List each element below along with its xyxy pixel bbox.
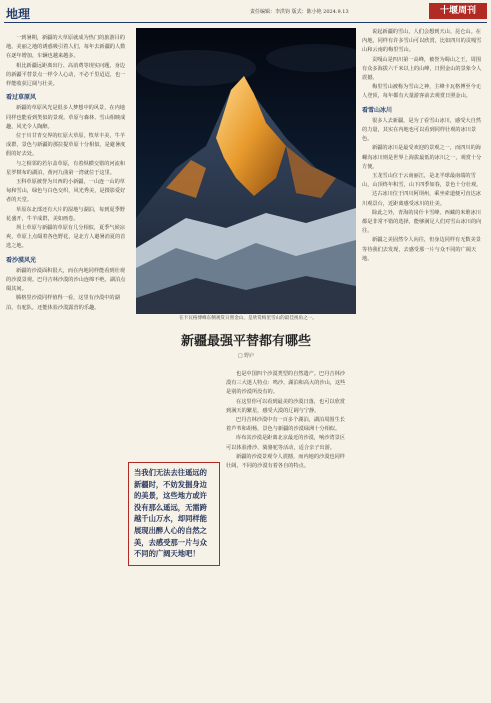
- paragraph: 除此之外，青海的岗什卡雪峰、西藏的米堆冰川都是非常不错的选择，能够满足人们对雪山冰川的向往。: [362, 209, 482, 235]
- paragraph: 新疆的沙漠面积很大，而在内地同样能看到壮观的沙漠景观。巴丹吉林沙漠的沙山连绵不绝，湖泊点缀其间。: [6, 267, 126, 293]
- paragraph: 库布其沙漠是距离北京最近的沙漠，响沙湾景区可以体验滑沙、骑骆驼等活动，适合亲子出游。: [226, 435, 345, 451]
- article-headline: 新疆最强平替都有哪些: [180, 334, 311, 349]
- paragraph: 玉科草原被誉为川西的小新疆，一山连一山的草甸和雪山，绿色与白色交织，风光秀美，是摄影爱好者的天堂。: [6, 179, 126, 204]
- paragraph: 草原东北部还有大片的湿地与湖泊，每到夏季野花盛开，牛羊成群，美如画卷。: [6, 206, 125, 222]
- paragraph: 在这里你可以看到最美的沙漠日落，也可以欣赏到满天的繁星，感受大漠的辽阔与宁静。: [226, 398, 345, 414]
- paragraph: 巴丹吉林沙漠中有一百多个湖泊，湖泊周围生长着芦苇和胡杨，景色与新疆的沙漠绿洲十分相似。: [226, 417, 345, 433]
- page-header: [0, 0, 491, 24]
- article-column-1: [6, 34, 130, 700]
- paragraph: 新疆的草原风光是很多人梦想中的风景，在内地同样也能看到类似的景观。草原与森林、雪山相映成趣，风光令人陶醉。: [6, 105, 126, 130]
- paragraph: 梅里雪山被称为雪山之神，主峰卡瓦格博至今无人登顶，每年都有大量游客前去观赏日照金山。: [362, 84, 481, 100]
- subheading: 看雪山冰川: [362, 106, 393, 114]
- newspaper-logo: 十堰周刊: [429, 3, 487, 19]
- paragraph: 新疆的冰川是最受欢迎的景观之一，而四川的海螺沟冰川则是世界上海拔最低的冰川之一，观赏十分方便。: [362, 145, 482, 170]
- paragraph: 贡嘎山是四川第一高峰，被誉为蜀山之王，周围有众多海拔六千米以上的山峰，日照金山的景象令人震撼。: [362, 56, 482, 82]
- paragraph: 也是中国四个沙漠类型的自然遗产。巴丹吉林沙漠有三大迷人特点：鸣沙、湖泊和高大的沙山，这些是别的沙漠所没有的。: [226, 371, 346, 396]
- mountain-illustration: [136, 28, 356, 314]
- subheading: 看过草原风: [6, 94, 37, 102]
- snow-mountain-photo: [136, 28, 356, 314]
- paragraph: 与之相邻的若尔盖草原，有着纵横交错的河流和星罗棋布的湖泊，黄河九曲第一湾就位于这里。: [6, 160, 125, 176]
- paragraph: 新疆的沙漠景观令人震撼，而内地的沙漠也同样壮阔，不同的沙漠有着各自的特点。: [226, 453, 345, 470]
- paragraph: 玉龙雪山位于云南丽江，是北半球最南端的雪山，山顶终年积雪，山下四季如春，景色十分壮观。: [362, 173, 482, 189]
- paragraph: 说起新疆的雪山，人们会想到天山、昆仑山。在内地，同样有许多雪山可以欣赏，比如四川的贡嘎雪山和云南的梅里雪山。: [362, 29, 482, 54]
- article-byline: □ 野庐: [237, 353, 255, 359]
- paragraph: 坝上草原与新疆的草原有几分相似，夏季气候凉爽，草原上点缀着各色野花，是北方人避暑消夏的首选之地。: [6, 225, 126, 250]
- subheading: 看沙漠风光: [6, 256, 37, 264]
- section-title: 地理: [6, 7, 31, 21]
- paragraph: 很多人去新疆，是为了看雪山冰川，感受大自然的力量，其实在内地也可以看到同样壮观的冰川景色。: [362, 117, 481, 143]
- article-column-3: [362, 28, 486, 700]
- photo-caption: 在卡瓦格博峰东侧观赏日照金山，是欣赏梅里雪山的最佳视角之一。: [179, 316, 317, 321]
- header-rule: [4, 22, 487, 23]
- editor-credits: 责任编辑：李洪钧 版式：陈小艳 2024.9.13: [250, 9, 349, 15]
- paragraph: 达古冰川位于四川阿坝州，乘坐索道便可直达冰川观景台，近距离感受冰川的壮美。: [362, 191, 481, 207]
- paragraph: 相比新疆远距离出行、高消费等现实问题，身边的新疆平替景点一样令人心动，不必千里迢迢，也一样能收获辽阔与壮美。: [6, 62, 126, 88]
- article-column-2: [226, 370, 350, 700]
- pull-quote: 当我们无法去往遥远的新疆时，不妨发掘身边的美景，这些地方或许没有那么遥远，无需跨越千山万水，却同样能展现出醉人心的自然之美，去感受那一片与众不同的广阔天地吧！: [128, 462, 220, 566]
- paragraph: 新疆之美固然令人向往，但身边同样有无数美景等待我们去发现，去感受那一片与众不同的广阔天地。: [362, 237, 481, 262]
- paragraph: 一到暑期，新疆的大草原就成为热门的旅游目的地。美丽之地的诱惑吸引着人们，每年去新疆的人数在逐年增加，车辆也越来越多。: [6, 35, 126, 60]
- paragraph: 位于川甘青交界的红原大草原，牧草丰美，牛羊成群，景色与新疆的那拉提草原十分相似，是避暑度假的好去处。: [6, 133, 126, 158]
- paragraph: 腾格里沙漠同样值得一看，这里有沙漠中的湖泊，有驼队，还能体验沙漠露营的乐趣。: [6, 295, 120, 311]
